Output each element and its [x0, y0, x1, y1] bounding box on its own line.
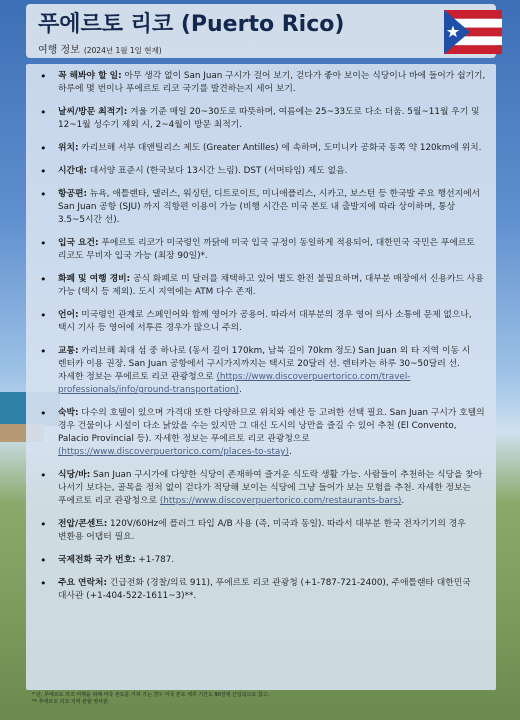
- info-item-label: 국제전화 국가 번호:: [58, 555, 136, 565]
- info-item: [34, 407, 486, 459]
- info-item: [34, 273, 486, 299]
- info-item-label: 숙박:: [58, 408, 79, 418]
- info-item: [34, 142, 486, 155]
- info-item: [34, 165, 486, 178]
- footnote: * 단, 푸에르토 리코 여행을 위해 미국 본토를 거쳐 가는 경우 미국 본토 체류 기간도 90일에 산입되므로 참고.: [32, 692, 270, 698]
- info-item-text: 미국령인 관계로 스페인어와 함께 영어가 공용어. 따라서 대부분의 경우 영어 의사 소통에 문제 없으나, 택시 기사 등 영어에 서투른 경우가 많으니 주의.: [58, 310, 472, 333]
- info-item-tail: .: [401, 496, 405, 506]
- info-item-label: 전압/콘센트:: [58, 519, 108, 529]
- info-item-label: 항공편:: [58, 189, 88, 199]
- info-item-label: 입국 요건:: [58, 238, 99, 248]
- info-item: [34, 188, 486, 227]
- puerto-rico-flag-icon: [444, 10, 502, 54]
- footnote: ** 푸에르토 리코 지역 관할 영사관.: [32, 699, 110, 705]
- info-item-label: 교통:: [58, 346, 79, 356]
- info-item-text: 다수의 호텔이 있으며 가격대 또한 다양하므로 위치와 예산 등 고려한 선택 필요. San Juan 구시가 호텔의 경우 건물이나 시설이 다소 낡았을 수는 있지만 그 대신 도시의 낭만을 즐길 수 있어 추천 (El Convento, Palacio Provincial 등). 자세한 정보는 푸에르토 리코 관광청으로: [58, 408, 485, 444]
- info-item: [34, 237, 486, 263]
- info-item-label: 식당/바:: [58, 470, 91, 480]
- info-item-text: 카리브해 서부 대앤틸리스 제도 (Greater Antilles) 에 속하며, 도미니카 공화국 동쪽 약 120km에 위치.: [78, 143, 482, 153]
- as-of-date: (2024년 1월 1일 현재): [83, 46, 162, 55]
- info-item: [34, 518, 486, 544]
- info-item-tail: .: [238, 385, 242, 395]
- info-item-text: San Juan 구시가에 다양한 식당이 존재하여 즐거운 식도락 생활 가능. 사람들이 추천하는 식당을 찾아 나서기 보다는, 골목을 정처 없이 걷다가 적당해 보이는 식당에 그냥 들어가 보는 모험을 추천. 자세한 정보는 푸에르토 리코 관광청으로: [58, 470, 483, 506]
- page-subtitle: [38, 41, 162, 56]
- footnotes: [26, 692, 502, 706]
- subtitle-label: 여행 정보: [38, 45, 80, 56]
- info-item-text: 긴급전화 (경찰/의료 911), 푸에르토 리코 관광청 (+1-787-721-2400), 주애틀랜타 대한민국 대사관 (+1-404-522-1611~3)**.: [58, 578, 471, 601]
- info-item: [34, 469, 486, 508]
- info-panel: [26, 64, 496, 690]
- info-item: [34, 70, 486, 96]
- info-item-tail: .: [288, 447, 292, 457]
- info-item-label: 위치:: [58, 143, 79, 153]
- info-item: [34, 309, 486, 335]
- info-item: [34, 106, 486, 132]
- info-item-text: 겨울 기준 매일 20~30도로 따뜻하며, 여름에는 25~33도로 다소 더움. 5월~11월 우기 및 12~1월 성수기 제외 시, 2~4월이 방문 최적기.: [58, 107, 480, 130]
- info-item: [34, 554, 486, 567]
- info-item-label: 언어:: [58, 310, 79, 320]
- info-item-text: 대서양 표준시 (한국보다 13시간 느림). DST (서머타임) 제도 없음.: [87, 166, 348, 176]
- info-item-text: 카리브해 최대 섬 중 하나로 (동서 길이 170km, 남북 길이 70km 정도) San Juan 외 타 지역 이동 시 렌터카 이용 권장. San Juan 공항에서 구시가지까지는 택시로 20달러 선. 렌터카는 하루 30~50달러 선. 자세한 정보는 푸에르토 리코 관광청으로: [58, 346, 471, 382]
- info-item-link[interactable]: (https://www.discoverpuertorico.com/restaurants-bars): [159, 496, 402, 506]
- info-item-label: 꼭 해봐야 할 일:: [58, 71, 122, 81]
- info-item-text: 공식 화폐로 미 달러를 채택하고 있어 별도 환전 불필요하며, 대부분 매장에서 신용카드 사용 가능 (택시 등 제외). 도시 지역에는 ATM 다수 존재.: [58, 274, 484, 297]
- info-item-text: 아무 생각 없이 San Juan 구시가 걸어 보기, 걷다가 좋아 보이는 식당이나 바에 들어가 쉴기기, 하루에 몇 번이나 푸에르토 리코 국기를 발견하는지 세어 보기.: [58, 71, 486, 94]
- info-item-text: 푸에르토 리코가 미국령인 까닭에 미국 입국 규정이 동일하게 적용되어, 대한민국 국민은 푸에르토 리코도 무비자 입국 가능 (최장 90일)*.: [58, 238, 475, 261]
- info-item: [34, 577, 486, 603]
- header: [26, 4, 496, 58]
- info-item-text: 120V/60Hz에 플러그 타입 A/B 사용 (즉, 미국과 동일). 따라서 대부분 한국 전자기기의 경우 변환용 어댑터 필요.: [58, 519, 466, 542]
- info-item-text: 뉴욕, 애틀랜타, 댈러스, 워싱턴, 디트로이트, 미니애폴리스, 시카고, 보스턴 등 한국발 주요 행선지에서 San Juan 공항 (SJU) 까지 직항편 이용이 가능 (비행 시간은 미국 본토 내 출발지에 따라 상이하며, 통상 3.5~5시간 선).: [58, 189, 481, 225]
- info-item-label: 날씨/방문 최적기:: [58, 107, 128, 117]
- info-item-label: 화폐 및 여행 경비:: [58, 274, 131, 284]
- info-list: [26, 64, 496, 603]
- page-title: 푸에르토 리코 (Puerto Rico): [38, 12, 345, 37]
- info-item-link[interactable]: (https://www.discoverpuertorico.com/places-to-stay): [58, 447, 289, 457]
- info-item-text: +1-787.: [135, 555, 175, 565]
- info-item-label: 시간대:: [58, 166, 88, 176]
- info-item-link[interactable]: (https://www.discoverpuertorico.com/travel-professionals/info/ground-transportation): [58, 372, 411, 395]
- info-item-label: 주요 연락처:: [58, 578, 108, 588]
- info-item: [34, 345, 486, 397]
